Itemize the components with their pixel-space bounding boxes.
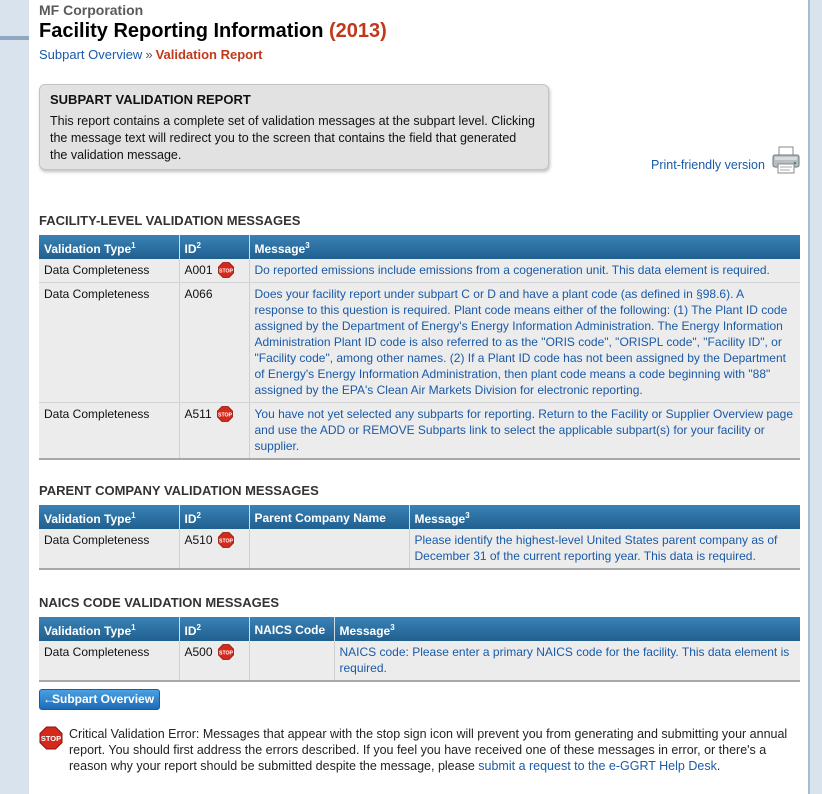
col-id: $ID^2$ <box>179 617 249 641</box>
print-friendly <box>651 146 765 172</box>
svg-text:STOP: STOP <box>218 538 233 545</box>
parent-company-validation-table <box>39 505 800 570</box>
print-friendly-link[interactable]: Print-friendly version <box>651 158 765 172</box>
validation-report-info-box <box>39 84 549 170</box>
col-parent-company-name: Parent Company Name <box>249 505 409 529</box>
naics-code-cell <box>249 641 334 681</box>
table-row <box>39 259 800 283</box>
facility-validation-table <box>39 235 800 460</box>
message-cell[interactable] <box>249 259 800 283</box>
validation-message-link[interactable]: You have not yet selected any subparts for reporting. Return to the Facility or Supplier Overview page and use the ADD or REMOVE Subparts link to select the applicable subpart(s) for your facility or supplier. <box>254 407 794 453</box>
message-cell[interactable] <box>409 529 800 569</box>
naics-validation-table <box>39 617 800 682</box>
left-background-strip <box>0 0 29 794</box>
stop-sign-icon <box>218 532 234 548</box>
validation-message-link[interactable]: NAICS code: Please enter a primary NAICS code for the facility. This data element is required. <box>339 645 790 675</box>
col-message: Message$^3$ <box>249 235 800 259</box>
page-title-text: Facility Reporting Information <box>39 20 324 42</box>
message-cell[interactable] <box>334 641 800 681</box>
validation-type-cell: Data Completeness <box>39 641 179 681</box>
reporting-year: (2013) <box>329 20 387 42</box>
stop-sign-icon <box>39 726 63 750</box>
col-id: $ID^2$ <box>179 505 249 529</box>
parent-company-section-heading: PARENT COMPANY VALIDATION MESSAGES <box>39 483 319 498</box>
help-desk-link[interactable]: submit a request to the e-GGRT Help Desk <box>478 759 717 773</box>
info-box-heading: SUBPART VALIDATION REPORT <box>50 92 251 107</box>
col-message: Message$^3$ <box>334 617 800 641</box>
breadcrumb-separator: » <box>145 47 153 62</box>
breadcrumb <box>39 47 262 62</box>
col-validation-type: Validation Type$^1$ <box>39 235 179 259</box>
validation-type-cell: Data Completeness <box>39 259 179 283</box>
table-row <box>39 529 800 569</box>
button-label: Subpart Overview <box>52 692 155 706</box>
arrow-left-icon: ← <box>43 692 55 706</box>
left-strip-band <box>0 36 29 40</box>
stop-sign-icon <box>218 262 234 278</box>
critical-error-text: Critical Validation Error: Messages that appear with the stop sign icon will prevent you from generating and submitting your annual report. You should first address the errors described. If you feel you have received one of these messages in error, or there's a reason why your report should be submitted despite the message, please <box>69 727 788 773</box>
validation-message-link[interactable]: Do reported emissions include emissions from a cogeneration unit. This data element is required. <box>254 263 770 277</box>
breadcrumb-current: Validation Report <box>155 47 263 62</box>
critical-error-note <box>69 726 804 774</box>
table-row <box>39 403 800 460</box>
printer-icon[interactable] <box>771 146 801 174</box>
table-header-row <box>39 505 800 529</box>
col-validation-type: Validation Type$^1$ <box>39 505 179 529</box>
stop-sign-icon <box>218 644 234 660</box>
col-naics-code: NAICS Code <box>249 617 334 641</box>
table-header-row <box>39 617 800 641</box>
right-strip-edge <box>808 0 810 794</box>
validation-type-cell: Data Completeness <box>39 529 179 569</box>
critical-error-end: . <box>716 759 721 773</box>
validation-message-link[interactable]: Please identify the highest-level United States parent company as of December 31 of the current reporting year. This data is required. <box>414 533 778 563</box>
facility-section-heading: FACILITY-LEVEL VALIDATION MESSAGES <box>39 213 301 228</box>
col-id: $ID^2$ <box>179 235 249 259</box>
breadcrumb-subpart-overview-link[interactable]: Subpart Overview <box>39 47 143 62</box>
table-row <box>39 283 800 403</box>
table-row <box>39 641 800 681</box>
id-cell: A510 STOP <box>179 529 249 569</box>
subpart-overview-button[interactable] <box>39 689 160 710</box>
message-cell[interactable] <box>249 403 800 460</box>
message-cell[interactable] <box>249 283 800 403</box>
svg-text:STOP: STOP <box>218 268 233 275</box>
svg-text:STOP: STOP <box>40 734 62 743</box>
page <box>29 0 808 794</box>
id-cell: A001 STOP <box>179 259 249 283</box>
table-header-row <box>39 235 800 259</box>
col-validation-type: Validation Type$^1$ <box>39 617 179 641</box>
validation-message-link[interactable]: Does your facility report under subpart C or D and have a plant code (as defined in §98.6). A response to this question is required. Plant code means either of the following: (1) The Plant ID code assigned by the Department of Energy's Energy Information Administration. The Energy Information Administration Plant ID code is also referred to as the "ORIS code", "ORISPL code", "Facility ID", or "Facility code", among other names. (2) If a Plant ID code has not been assigned by the Department of Energy's Energy Information Administration, then plant code means a code beginning with "88" assigned by the EPA's Clean Air Markets Division for electronic reporting. <box>254 287 788 397</box>
id-cell: A500 STOP <box>179 641 249 681</box>
id-cell: A511 STOP <box>179 403 249 460</box>
validation-type-cell: Data Completeness <box>39 403 179 460</box>
page-title <box>39 20 387 43</box>
validation-type-cell: Data Completeness <box>39 283 179 403</box>
col-message: Message$^3$ <box>409 505 800 529</box>
svg-text:STOP: STOP <box>218 650 233 657</box>
info-box-text: This report contains a complete set of validation messages at the subpart level. Clicking the message text will redirect you to the screen that contains the field that generated the validation message. <box>50 114 535 162</box>
stop-sign-icon <box>217 406 233 422</box>
id-cell: A066 <box>179 283 249 403</box>
naics-section-heading: NAICS CODE VALIDATION MESSAGES <box>39 595 280 610</box>
parent-company-name-cell <box>249 529 409 569</box>
right-background-strip <box>808 0 822 794</box>
company-name: MF Corporation <box>39 2 144 18</box>
svg-text:STOP: STOP <box>217 412 232 419</box>
